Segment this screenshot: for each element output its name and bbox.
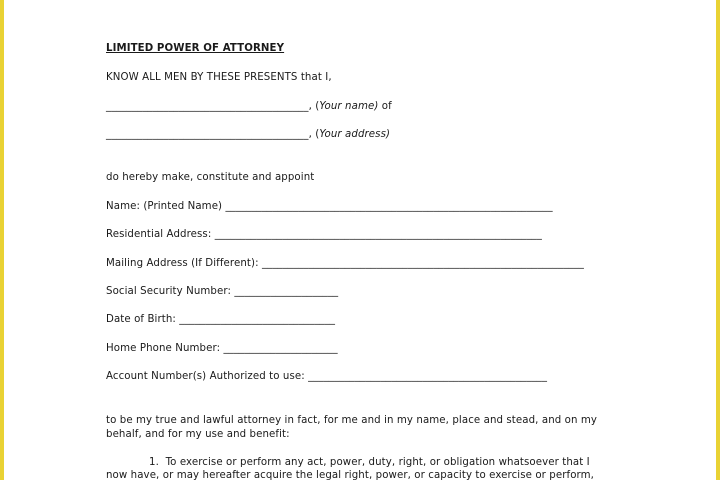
name-blank: _______________________________________ <box>106 101 309 112</box>
item-1-line-1: 1. To exercise or perform any act, power, duty, right, or obligation whatsoever that I <box>149 457 590 468</box>
document-page <box>4 0 716 480</box>
your-address-line: _______________________________________, (Your address) <box>106 129 391 140</box>
your-name-hint: Your name) <box>319 101 379 112</box>
field-mailing-address: Mailing Address (If Different): ______________________________________________________________ <box>106 258 584 269</box>
field-ssn: Social Security Number: ____________________ <box>106 286 339 297</box>
field-residential-address: Residential Address: _______________________________________________________________ <box>106 229 542 240</box>
true-attorney-paragraph: to be my true and lawful attorney in fact, for me and in my name, place and stead, and on my behalf, and for my use and benefit: <box>106 415 598 440</box>
document-title: LIMITED POWER OF ATTORNEY <box>106 43 285 54</box>
item-1-line-2: now have, or may hereafter acquire the legal right, power, or capacity to exercise or perform, <box>106 470 595 480</box>
your-name-line: _______________________________________, (Your name) of <box>106 101 392 112</box>
address-blank: _______________________________________ <box>106 129 309 140</box>
your-address-hint: Your address) <box>319 129 391 140</box>
field-printed-name: Name: (Printed Name) _______________________________________________________________ <box>106 201 553 212</box>
field-account-numbers: Account Number(s) Authorized to use: ______________________________________________ <box>106 371 548 382</box>
appoint-text: do hereby make, constitute and appoint <box>106 172 315 183</box>
field-dob: Date of Birth: ______________________________ <box>106 314 336 325</box>
field-home-phone: Home Phone Number: ______________________ <box>106 343 338 354</box>
intro-text: KNOW ALL MEN BY THESE PRESENTS that I, <box>106 72 332 83</box>
